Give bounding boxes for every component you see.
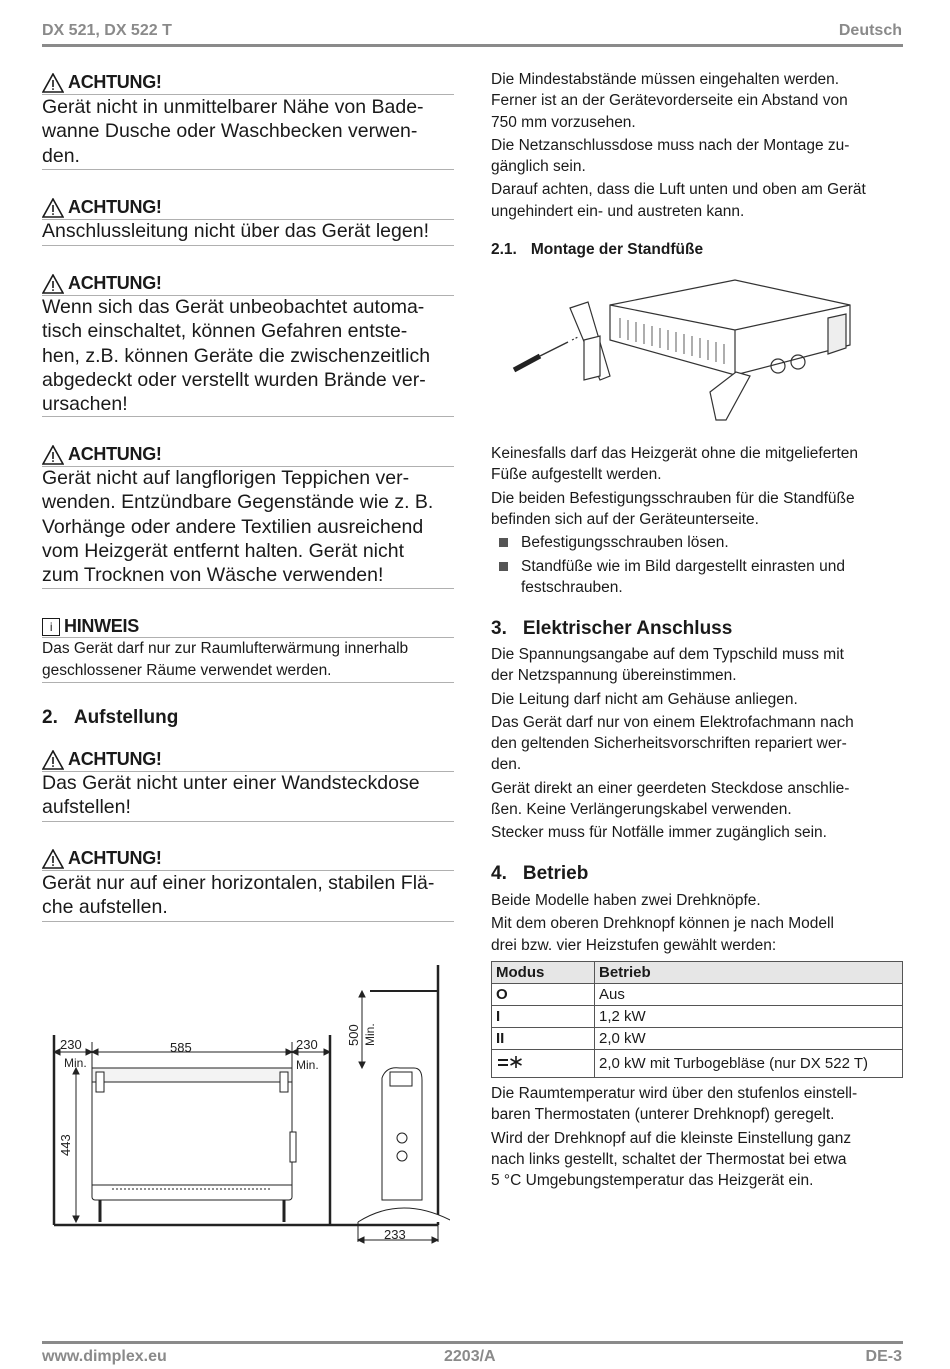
warning-title-label: ACHTUNG!: [68, 72, 162, 92]
warning-title-label: ACHTUNG!: [68, 273, 162, 293]
note-title-label: HINWEIS: [64, 616, 139, 636]
warning-triangle-icon: [42, 73, 64, 93]
electric-paragraphs: Die Spannungsangabe auf dem Typschild muss mit der Netzspannung übereinstimmen. Die Leitung darf nicht am Gehäuse anliegen. Das Gerät darf nur von einem Elektrofachmann nach den geltenden Sicherheitsvorschriften repariert wer- den. Gerät direkt an einer geerdeten Steckdose anschlie- ßen. Keine Verlängerungskabel verwenden. Stecker muss für Notfälle immer zugänglich sein.: [491, 646, 854, 842]
installation-dimension-diagram: [40, 960, 450, 1250]
footer-website[interactable]: www.dimplex.eu: [42, 1348, 167, 1365]
warning-text: Gerät nur auf einer horizontalen, stabilen Flä- che aufstellen.: [42, 872, 435, 919]
feet-mounting-illustration: [510, 270, 860, 430]
header-language: Deutsch: [838, 22, 902, 39]
warning-triangle-icon: [42, 274, 64, 294]
note-title: [42, 616, 139, 637]
note-text: Das Gerät darf nur zur Raumlufterwärmung innerhalb geschlossener Räume verwendet werden.: [42, 640, 409, 679]
header-model: DX 521, DX 522 T: [42, 22, 172, 39]
list-item: Standfüße wie im Bild dargestellt einrasten und festschrauben.: [493, 556, 903, 599]
dim-left-min: Min.: [64, 1056, 87, 1070]
warning-triangle-icon: [42, 445, 64, 465]
warning-title-label: ACHTUNG!: [68, 749, 162, 769]
warning-title-label: ACHTUNG!: [68, 444, 162, 464]
feet-paragraphs: Keinesfalls darf das Heizgerät ohne die mitgelieferten Füße aufgestellt werden. Die beiden Befestigungsschrauben für die Standfüße befinden sich auf der Geräteunterseite.: [491, 445, 859, 528]
table-row: II 2,0 kW: [492, 1028, 903, 1050]
footer-code: 2203/A: [444, 1348, 496, 1365]
warning-text: Gerät nicht auf langflorigen Teppichen ver- wenden. Entzündbare Gegenstände wie z. B. Vorhänge oder andere Textilien ausreichend vom Heizgerät entfernt halten. Gerät nicht zum Trocknen von Wäsche verwenden!: [42, 467, 434, 587]
turbo-fan-icon: [496, 1054, 524, 1070]
dim-width: 585: [170, 1040, 192, 1055]
bullet-square-icon: [499, 538, 508, 547]
header-rule: [42, 44, 903, 47]
warning-text: Gerät nicht in unmittelbarer Nähe von Bade- wanne Dusche oder Waschbecken verwen- den.: [42, 96, 424, 167]
warning-text: Wenn sich das Gerät unbeobachtet automa- tisch einschaltet, können Gefahren entste- hen, z.B. können Geräte die zwischenzeitlich abgedeckt oder verstellt wurden Brände ver- ursachen!: [42, 296, 431, 416]
table-header-row: [492, 962, 903, 984]
warning-text: Das Gerät nicht unter einer Wandsteckdose aufstellen!: [42, 772, 420, 819]
warning-triangle-icon: [42, 849, 64, 869]
dim-right-min: Min.: [296, 1058, 319, 1072]
bullet-square-icon: [499, 562, 508, 571]
warning-title-label: ACHTUNG!: [68, 197, 162, 217]
operation-paragraphs: Beide Modelle haben zwei Drehknöpfe. Mit dem oberen Drehknopf können je nach Modell drei bzw. vier Heizstufen gewählt werden:: [491, 892, 834, 954]
warning-title: [42, 273, 162, 294]
intro-paragraphs: Die Mindestabstände müssen eingehalten werden. Ferner ist an der Gerätevorderseite ein Abstand von 750 mm vorzusehen. Die Netzanschlussdose muss nach der Montage zu- gänglich sein. Darauf achten, dass die Luft unten und oben am Gerät ungehindert ein- und austreten kann.: [491, 71, 866, 220]
modes-table: [491, 961, 903, 1078]
warning-title-label: ACHTUNG!: [68, 848, 162, 868]
section-heading: 2. Aufstellung: [42, 707, 179, 728]
table-row: 2,0 kW mit Turbogebläse (nur DX 522 T): [492, 1050, 903, 1078]
warning-title: [42, 848, 162, 869]
dim-depth: 233: [384, 1227, 406, 1242]
warning-title: [42, 72, 162, 93]
table-header: Modus: [492, 962, 595, 984]
table-row: I 1,2 kW: [492, 1006, 903, 1028]
info-icon: i: [42, 618, 60, 636]
dim-right-gap: 230: [296, 1037, 318, 1052]
warning-text: Anschlussleitung nicht über das Gerät legen!: [42, 220, 429, 242]
list-item: Befestigungsschrauben lösen.: [493, 532, 903, 553]
footer-rule: [42, 1341, 903, 1344]
warning-triangle-icon: [42, 198, 64, 218]
thermostat-paragraphs: Die Raumtemperatur wird über den stufenlos einstell- baren Thermostaten (unterer Drehknopf) geregelt. Wird der Drehknopf auf die kleinste Einstellung ganz nach links gestellt, schaltet der Thermostat bei etwa 5 °C Umgebungstemperatur das Heizgerät ein.: [491, 1085, 858, 1190]
section-heading: 4. Betrieb: [491, 863, 589, 884]
dim-height: 443: [58, 1134, 73, 1156]
subsection-heading: 2.1. Montage der Standfüße: [491, 241, 704, 258]
dim-left-gap: 230: [60, 1037, 82, 1052]
dim-top-min: Min.: [363, 1023, 377, 1046]
warning-title: [42, 749, 162, 770]
warning-triangle-icon: [42, 750, 64, 770]
table-header: Betrieb: [595, 962, 903, 984]
dim-top-gap: 500: [346, 1024, 361, 1046]
footer-page: DE-3: [865, 1348, 902, 1365]
table-row: O Aus: [492, 984, 903, 1006]
warning-title: [42, 444, 162, 465]
warning-title: [42, 197, 162, 218]
section-heading: 3. Elektrischer Anschluss: [491, 618, 733, 639]
